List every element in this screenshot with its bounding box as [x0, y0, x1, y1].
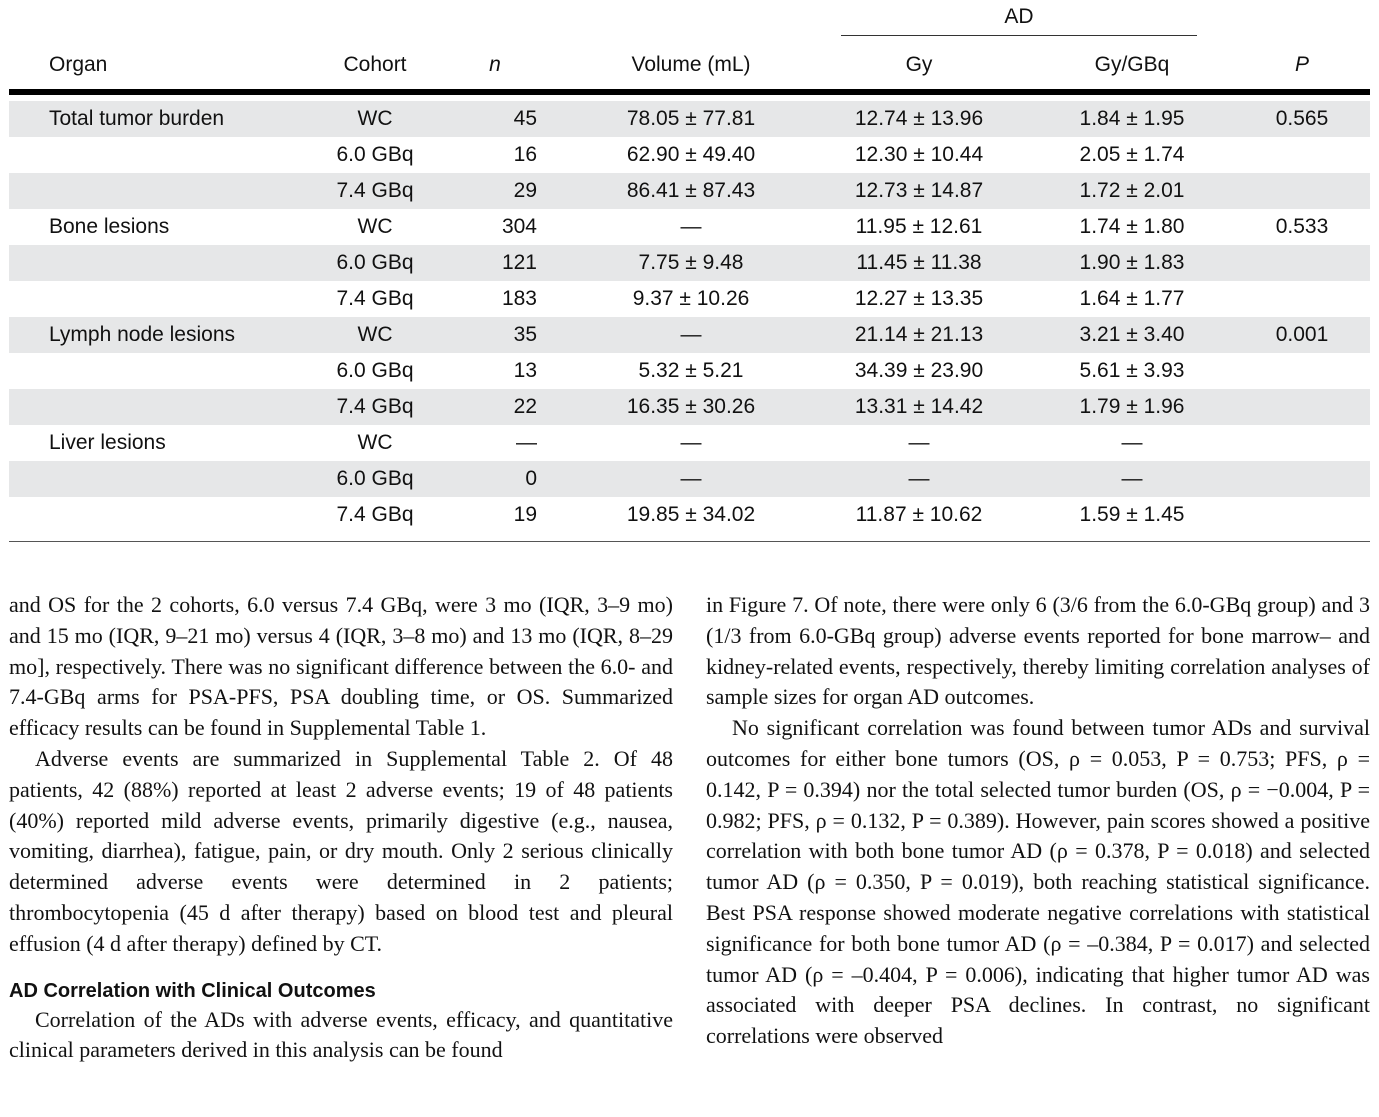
section-heading: AD Correlation with Clinical Outcomes	[9, 979, 376, 1002]
cell-n: 121	[501, 251, 537, 274]
header-rule	[9, 89, 1370, 95]
cell-p	[1252, 281, 1352, 317]
table-row	[9, 245, 1370, 281]
cell-gy-per-gbq: 5.61 ± 3.93	[1079, 359, 1185, 382]
cell-volume: 19.85 ± 34.02	[626, 503, 756, 526]
cell-gy-per-gbq: —	[1121, 467, 1143, 490]
cell-cohort: 7.4 GBq	[336, 287, 414, 310]
cell-p	[1252, 389, 1352, 425]
cell-cohort: WC	[357, 215, 393, 238]
table-row	[9, 317, 1370, 353]
cell-cohort: 6.0 GBq	[336, 143, 414, 166]
left-text-column	[9, 590, 673, 1066]
cell-gy-per-gbq: 1.84 ± 1.95	[1079, 107, 1185, 130]
cell-gy-per-gbq: 2.05 ± 1.74	[1079, 143, 1185, 166]
cell-gy: 12.27 ± 13.35	[854, 287, 984, 310]
ad-group-header: AD	[1004, 5, 1034, 28]
cell-p	[1252, 461, 1352, 497]
cell-organ: Lymph node lesions	[49, 323, 236, 346]
cell-p: 0.533	[1275, 215, 1329, 238]
cell-gy: 13.31 ± 14.42	[854, 395, 984, 418]
cell-p: 0.565	[1275, 107, 1329, 130]
table-row	[9, 209, 1370, 245]
cell-volume: —	[680, 215, 702, 238]
cell-p	[1252, 425, 1352, 461]
header-volume: Volume (mL)	[631, 53, 751, 76]
cell-gy: 12.30 ± 10.44	[854, 143, 984, 166]
cell-organ: Bone lesions	[49, 215, 170, 238]
cell-cohort: 6.0 GBq	[336, 251, 414, 274]
cell-gy-per-gbq: 1.90 ± 1.83	[1079, 251, 1185, 274]
ad-group-rule	[841, 35, 1197, 36]
cell-gy: 11.95 ± 12.61	[855, 215, 983, 238]
cell-cohort: 6.0 GBq	[336, 467, 414, 490]
cell-n: 45	[513, 107, 537, 130]
paragraph: and OS for the 2 cohorts, 6.0 versus 7.4 GBq, were 3 mo (IQR, 3–9 mo) and 15 mo (IQR, 9–21 mo) versus 4 (IQR, 3–8 mo) and 13 mo (IQR, 8–29 mo], respectively. There was no significant difference between the 6.0- and 7.4-GBq arms for PSA-PFS, PSA doubling time, or OS. Summarized efficacy results can be found in Supplemental Table 1.	[9, 592, 673, 741]
cell-volume: 16.35 ± 30.26	[626, 395, 756, 418]
table-row	[9, 353, 1370, 389]
cell-gy: 12.74 ± 13.96	[854, 107, 984, 130]
cell-gy-per-gbq: 1.64 ± 1.77	[1079, 287, 1185, 310]
cell-n: 183	[501, 287, 537, 310]
table-row	[9, 137, 1370, 173]
header-n: n	[489, 53, 501, 76]
cell-gy: 34.39 ± 23.90	[854, 359, 984, 382]
header-p: P	[1294, 53, 1309, 76]
cell-cohort: 7.4 GBq	[336, 395, 414, 418]
cell-n: 29	[513, 179, 537, 202]
cell-n: 35	[513, 323, 537, 346]
cell-organ: Liver lesions	[49, 431, 166, 454]
cell-p: 0.001	[1275, 323, 1329, 346]
cell-gy-per-gbq: —	[1121, 431, 1143, 454]
cell-gy: 11.45 ± 11.38	[856, 251, 982, 274]
cell-gy-per-gbq: 1.79 ± 1.96	[1079, 395, 1185, 418]
header-organ: Organ	[49, 53, 108, 76]
cell-gy: 21.14 ± 21.13	[854, 323, 984, 346]
cell-volume: 5.32 ± 5.21	[638, 359, 744, 382]
table-row	[9, 497, 1370, 533]
table-row	[9, 281, 1370, 317]
cell-cohort: 7.4 GBq	[336, 503, 414, 526]
cell-volume: 9.37 ± 10.26	[632, 287, 750, 310]
header-gy-per-gbq: Gy/GBq	[1094, 53, 1170, 76]
cell-gy: 11.87 ± 10.62	[855, 503, 983, 526]
cell-n: 13	[513, 359, 537, 382]
cell-gy-per-gbq: 1.74 ± 1.80	[1079, 215, 1185, 238]
right-text-column	[706, 590, 1370, 1052]
cell-n: 16	[513, 143, 537, 166]
table-row	[9, 461, 1370, 497]
cell-gy: 12.73 ± 14.87	[854, 179, 984, 202]
cell-cohort: WC	[357, 431, 393, 454]
cell-p	[1252, 245, 1352, 281]
cell-gy: —	[908, 467, 930, 490]
table-row	[9, 101, 1370, 137]
cell-volume: 7.75 ± 9.48	[638, 251, 744, 274]
table-row	[9, 173, 1370, 209]
cell-p	[1252, 137, 1352, 173]
cell-volume: —	[680, 431, 702, 454]
paragraph: Correlation of the ADs with adverse events, efficacy, and quantitative clinical parameters derived in this analysis can be found	[9, 1006, 673, 1063]
table-row	[9, 425, 1370, 461]
header-cohort: Cohort	[343, 53, 407, 76]
cell-n: 0	[525, 467, 537, 490]
header-gy: Gy	[905, 53, 933, 76]
cell-n: 19	[513, 503, 537, 526]
cell-volume: 78.05 ± 77.81	[626, 107, 756, 130]
table-row	[9, 389, 1370, 425]
cell-gy-per-gbq: 1.72 ± 2.01	[1079, 179, 1185, 202]
paragraph: Adverse events are summarized in Supplemental Table 2. Of 48 patients, 42 (88%) reported at least 2 adverse events; 19 of 48 patients (40%) reported mild adverse events, primarily digestive (e.g., nausea, vomiting, diarrhea), fatigue, pain, or dry mouth. Only 2 serious clinically determined adverse events were determined in 2 patients; thrombocytopenia (45 d after therapy) based on blood test and pleural effusion (4 d after therapy) defined by CT.	[9, 745, 673, 956]
cell-p	[1252, 173, 1352, 209]
cell-volume: 62.90 ± 49.40	[626, 143, 756, 166]
cell-cohort: WC	[357, 323, 393, 346]
cell-cohort: 7.4 GBq	[336, 179, 414, 202]
cell-n: 22	[513, 395, 537, 418]
cell-gy-per-gbq: 1.59 ± 1.45	[1079, 503, 1185, 526]
cell-volume: —	[680, 467, 702, 490]
cell-p	[1252, 497, 1352, 533]
table-bottom-rule	[9, 541, 1370, 542]
cell-p	[1252, 353, 1352, 389]
cell-cohort: WC	[357, 107, 393, 130]
cell-gy-per-gbq: 3.21 ± 3.40	[1079, 323, 1185, 346]
cell-volume: —	[680, 323, 702, 346]
table-body	[9, 101, 1370, 533]
cell-volume: 86.41 ± 87.43	[626, 179, 756, 202]
paragraph: in Figure 7. Of note, there were only 6 (3/6 from the 6.0-GBq group) and 3 (1/3 from 6.0-GBq group) adverse events reported for bone marrow– and kidney-related events, respectively, thereby limiting correlation analyses of sample sizes for organ AD outcomes.	[706, 592, 1370, 710]
cell-cohort: 6.0 GBq	[336, 359, 414, 382]
cell-organ: Total tumor burden	[49, 107, 225, 130]
cell-gy: —	[908, 431, 930, 454]
table-header-row	[9, 51, 1370, 79]
cell-n: 304	[501, 215, 537, 238]
paragraph: No significant correlation was found between tumor ADs and survival outcomes for either bone tumors (OS, ρ = 0.053, P = 0.753; PFS, ρ = 0.142, P = 0.394) nor the total selected tumor burden (OS, ρ = −0.004, P = 0.982; PFS, ρ = 0.132, P = 0.389). However, pain scores showed a positive correlation with both bone tumor AD (ρ = 0.378, P = 0.018) and selected tumor AD (ρ = 0.350, P = 0.019), both reaching statistical significance. Best PSA response showed moderate negative correlations with statistical significance for both bone tumor AD (ρ = –0.384, P = 0.017) and selected tumor AD (ρ = –0.404, P = 0.006), indicating that higher tumor AD was associated with deeper PSA declines. In contrast, no significant correlations were observed	[706, 715, 1370, 1049]
cell-n: —	[516, 431, 537, 454]
